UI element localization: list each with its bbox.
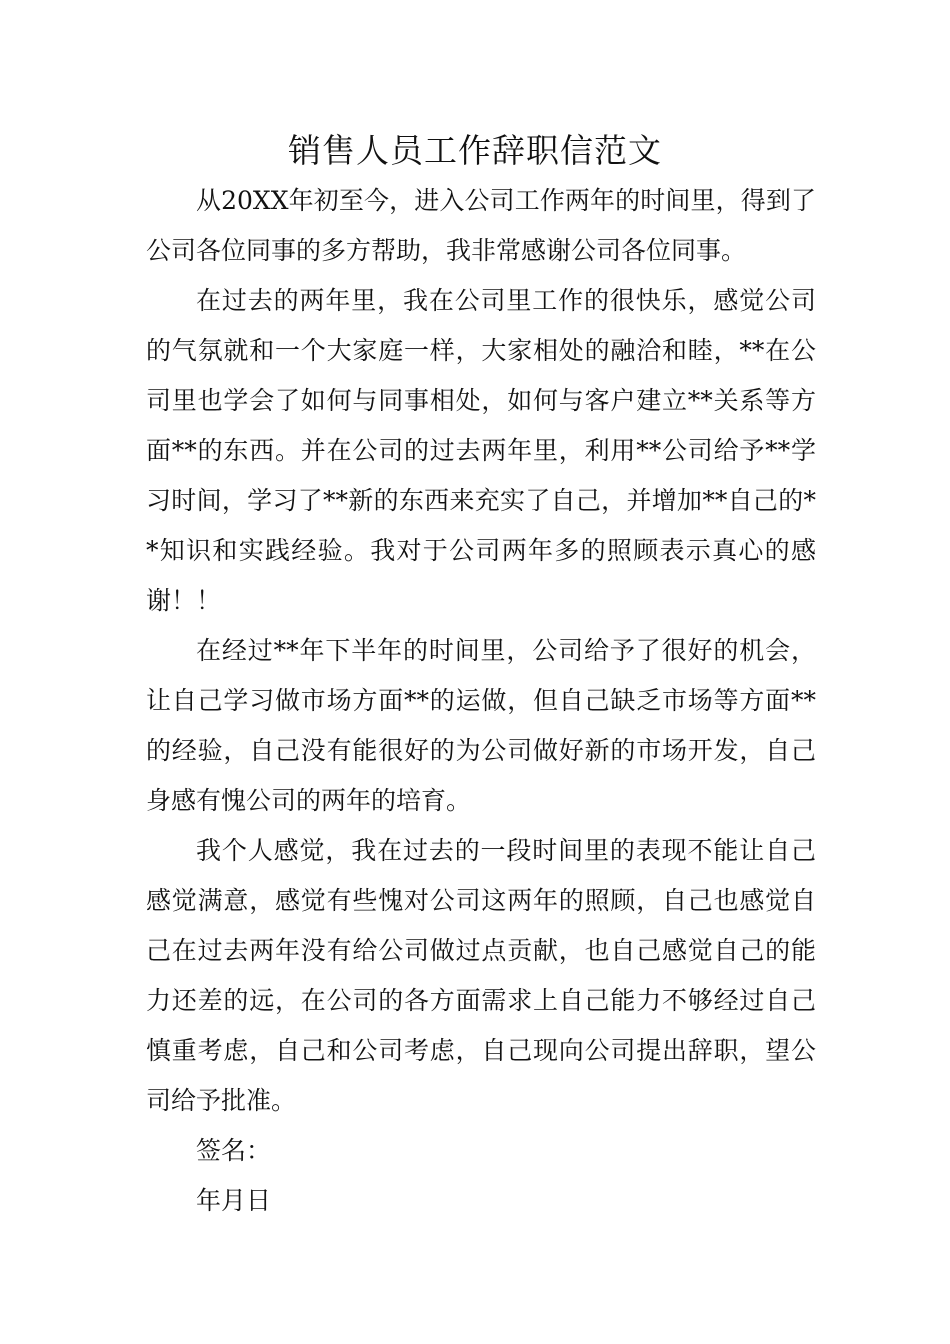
date-line: 年月日 [196,1186,272,1215]
paragraph-2: 在过去的两年里，我在公司里工作的很快乐，感觉公司的气氛就和一个大家庭一样，大家相处的融洽和睦，**在公司里也学会了如何与同事相处，如何与客户建立**关系等方面**的东西。并在公司的过去两年里，利用**公司给予**学习时间，学习了**新的东西来充实了自己，并增加**自己的**知识和实践经验。我对于公司两年多的照顾表示真心的感谢！！ [146,286,816,615]
document-title: 销售人员工作辞职信范文 [288,131,662,170]
paragraph-4: 我个人感觉，我在过去的一段时间里的表现不能让自己感觉满意，感觉有些愧对公司这两年的照顾，自己也感觉自己在过去两年没有给公司做过点贡献，也自己感觉自己的能力还差的远，在公司的各方面需求上自己能力不够经过自己慎重考虑，自己和公司考虑，自己现向公司提出辞职，望公司给予批准。 [146,836,816,1115]
signature-line: 签名： [196,1136,272,1165]
paragraph-3: 在经过**年下半年的时间里，公司给予了很好的机会，让自己学习做市场方面**的运做，但自己缺乏市场等方面**的经验，自己没有能很好的为公司做好新的市场开发，自己身感有愧公司的两年的培育。 [146,636,816,815]
paragraph-1: 从20XX年初至今，进入公司工作两年的时间里，得到了公司各位同事的多方帮助，我非常感谢公司各位同事。 [146,186,816,265]
document-body [146,176,816,1226]
